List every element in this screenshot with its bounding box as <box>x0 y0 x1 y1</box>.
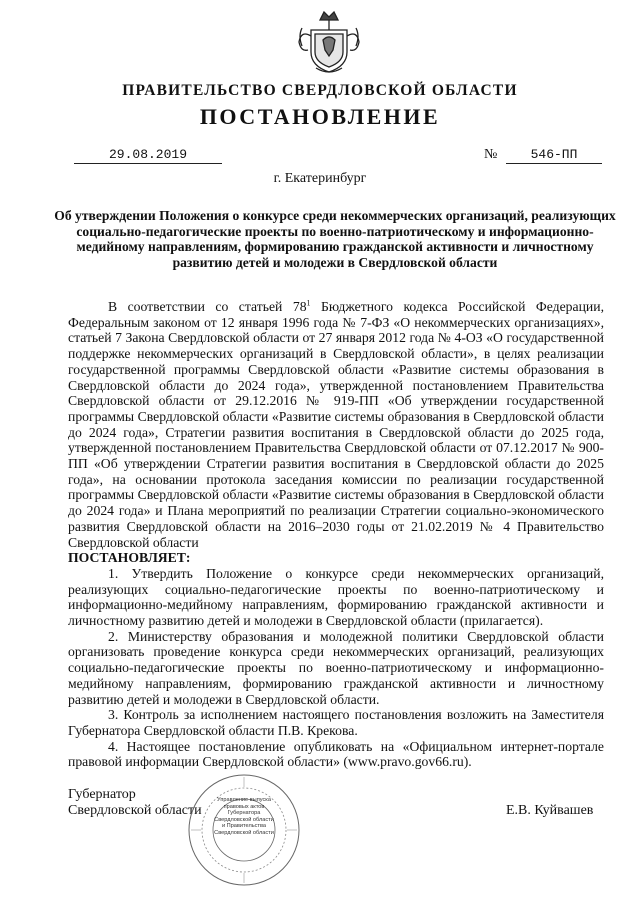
article-superscript: 1 <box>306 298 311 308</box>
resolution-item-4: 4. Настоящее постановление опубликовать на «Официальном интернет-портале правовой информации Свердловской области» (www.pravo.gov66.ru). <box>68 738 604 770</box>
preamble-text-start: В соответствии со статьей 78 <box>108 299 307 314</box>
stamp-inner-text: Управление выпуска правовых актов Губернатора Свердловской области и Правительства Свердловской области <box>214 797 274 836</box>
preamble-paragraph <box>68 299 604 550</box>
number-sign: № <box>484 147 498 162</box>
signatory-role <box>68 787 202 819</box>
document-type: ПОСТАНОВЛЕНИЕ <box>199 104 441 129</box>
resolution-item-1: 1. Утвердить Положение о конкурсе среди некоммерческих организаций, реализующих социально-педагогические проекты по военно-патриотическому и информационно-медийному направлениям, формированию гражданской активности и личностному развитию детей и молодежи в Свердловской области (прилагается). <box>68 565 604 629</box>
signatory-role-line-1: Губернатор <box>68 787 136 802</box>
document-city: г. Екатеринбург <box>273 171 367 186</box>
signatory-role-line-2: Свердловской области <box>68 803 202 818</box>
document-number: 546-ПП <box>506 147 602 164</box>
document-body <box>68 299 604 770</box>
document-heading: Об утверждении Положения о конкурсе среди некоммерческих организаций, реализующих социально-педагогические проекты по военно-патриотическому и информационно-медийному направлениям, формированию гражданской активности и личностному развитию детей и молодежи в Свердловской области <box>54 208 616 270</box>
resolution-item-2: 2. Министерству образования и молодежной политики Свердловской области организовать проведение конкурса среди некоммерческих организаций, реализующих социально-педагогические проекты по военно-патриотическому и информационно-медийному направлениям, формированию гражданской активности и личностному развитию детей и молодежи в Свердловской области. <box>68 628 604 707</box>
preamble-text-rest: Бюджетного кодекса Российской Федерации, Федеральным законом от 12 января 1996 года № 7-ФЗ «О некоммерческих организациях», статьей 7 Закона Свердловской области от 27 января 2012 года № 4-ОЗ «О государственной поддержке некоммерческих организаций в Свердловской области», в целях реализации государственной программы Свердловской области «Развитие системы образования в Свердловской области до 2024 года», утвержденной постановлением Правительства Свердловской области от 29.12.2016 № 919-ПП «Об утверждении государственной программы Свердловской области «Развитие системы образования в Свердловской области до 2024 года», Стратегии развития воспитания в Свердловской области до 2025 года, утвержденной постановлением Правительства Свердловской области от 07.12.2017 № 900-ПП «Об утверждении Стратегии развития воспитания в Свердловской области до 2025 года», на основании протокола заседания комиссии по реализации государственной программы Свердловской области «Развитие системы образования в Свердловской области до 2024 года» и Плана мероприятий по реализации Стратегии социально-экономического развития Свердловской области на 2016–2030 годы от 21.02.2019 № 4 Правительство Свердловской области <box>68 299 604 550</box>
coat-of-arms-icon <box>296 6 362 78</box>
signatory-name: Е.В. Куйвашев <box>506 803 594 818</box>
government-title: ПРАВИТЕЛЬСТВО СВЕРДЛОВСКОЙ ОБЛАСТИ <box>122 82 518 99</box>
resolution-item-3: 3. Контроль за исполнением настоящего постановления возложить на Заместителя Губернатора Свердловской области П.В. Крекова. <box>68 707 604 738</box>
document-date: 29.08.2019 <box>74 147 222 164</box>
resolve-word: ПОСТАНОВЛЯЕТ: <box>68 550 191 566</box>
